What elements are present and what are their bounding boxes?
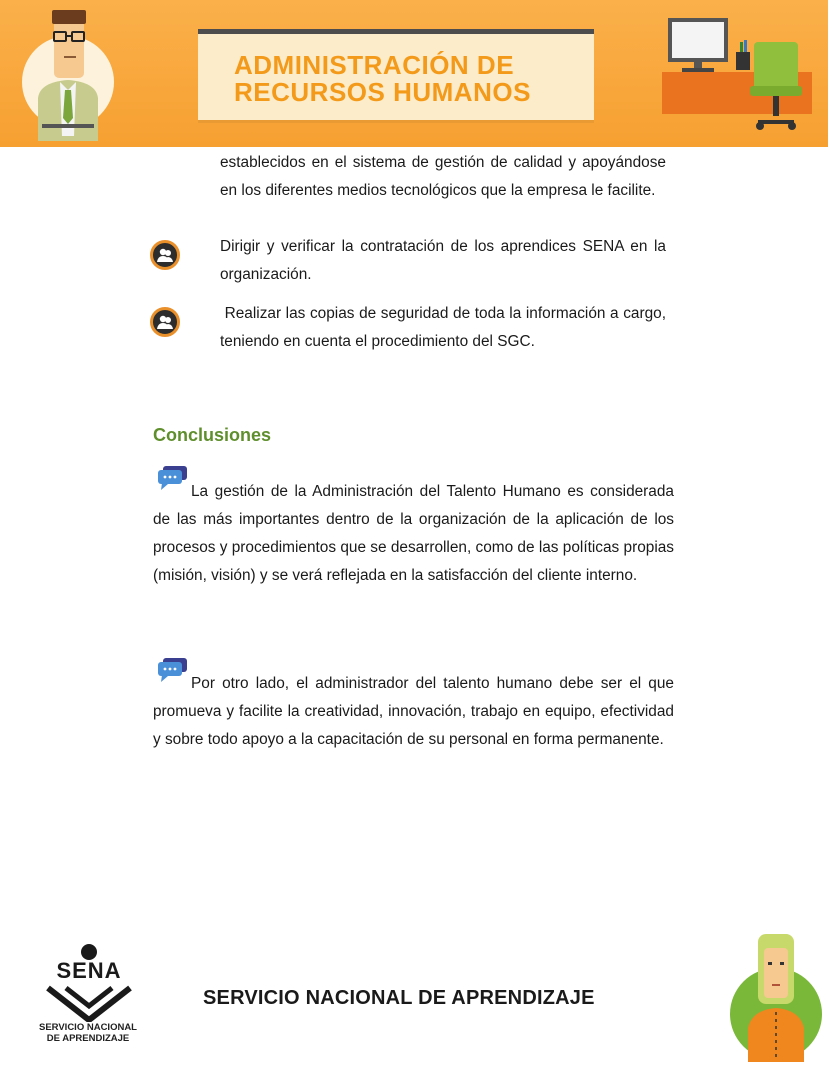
footer-title: SERVICIO NACIONAL DE APRENDIZAJE <box>203 987 595 1009</box>
desk-computer-icon <box>660 14 820 132</box>
woman-avatar-icon <box>728 928 824 1062</box>
sena-caption-line-1: SERVICIO NACIONAL <box>38 1022 137 1033</box>
conclusion-1-content: La gestión de la Administración del Talento Humano es considerada de las más importantes dentro de la organización de la aplicación de los procesos y procedimientos que se desarrollen, como de las políticas propias (misión, visión) y se verá reflejada en la satisfacción del cliente interno. <box>153 483 674 584</box>
man-avatar-icon <box>20 6 120 141</box>
people-bullet-icon <box>150 240 180 270</box>
title-box <box>198 29 594 120</box>
item-3-text: Realizar las copias de seguridad de toda la información a cargo, teniendo en cuenta el procedimiento del SGC. <box>220 305 671 350</box>
title-line-2: RECURSOS HUMANOS <box>234 77 531 107</box>
sena-logo-caption <box>30 1022 146 1044</box>
conclusion-1-text <box>153 478 674 590</box>
conclusions-heading: Conclusiones <box>153 425 272 445</box>
sena-logo-word: SENA <box>56 958 122 983</box>
item-continuation-text: establecidos en el sistema de gestión de calidad y apoyándose en los diferentes medios tecnológicos que la empresa le facilite. <box>220 154 666 199</box>
item-2-text: Dirigir y verificar la contratación de los aprendices SENA en la organización. <box>220 238 666 283</box>
title-line-1: ADMINISTRACIÓN DE <box>234 50 515 80</box>
sena-caption-line-2: DE APRENDIZAJE <box>46 1033 130 1044</box>
page-title <box>234 52 574 106</box>
conclusion-2-content: Por otro lado, el administrador del talento humano debe ser el que promueva y facilite la creatividad, innovación, trabajo en equipo, efectividad y sobre todo apoyo a la capacitación de su personal en forma permanente. <box>153 675 674 748</box>
people-bullet-icon <box>150 307 180 337</box>
conclusion-2-text <box>153 670 674 754</box>
header-banner <box>0 0 828 147</box>
